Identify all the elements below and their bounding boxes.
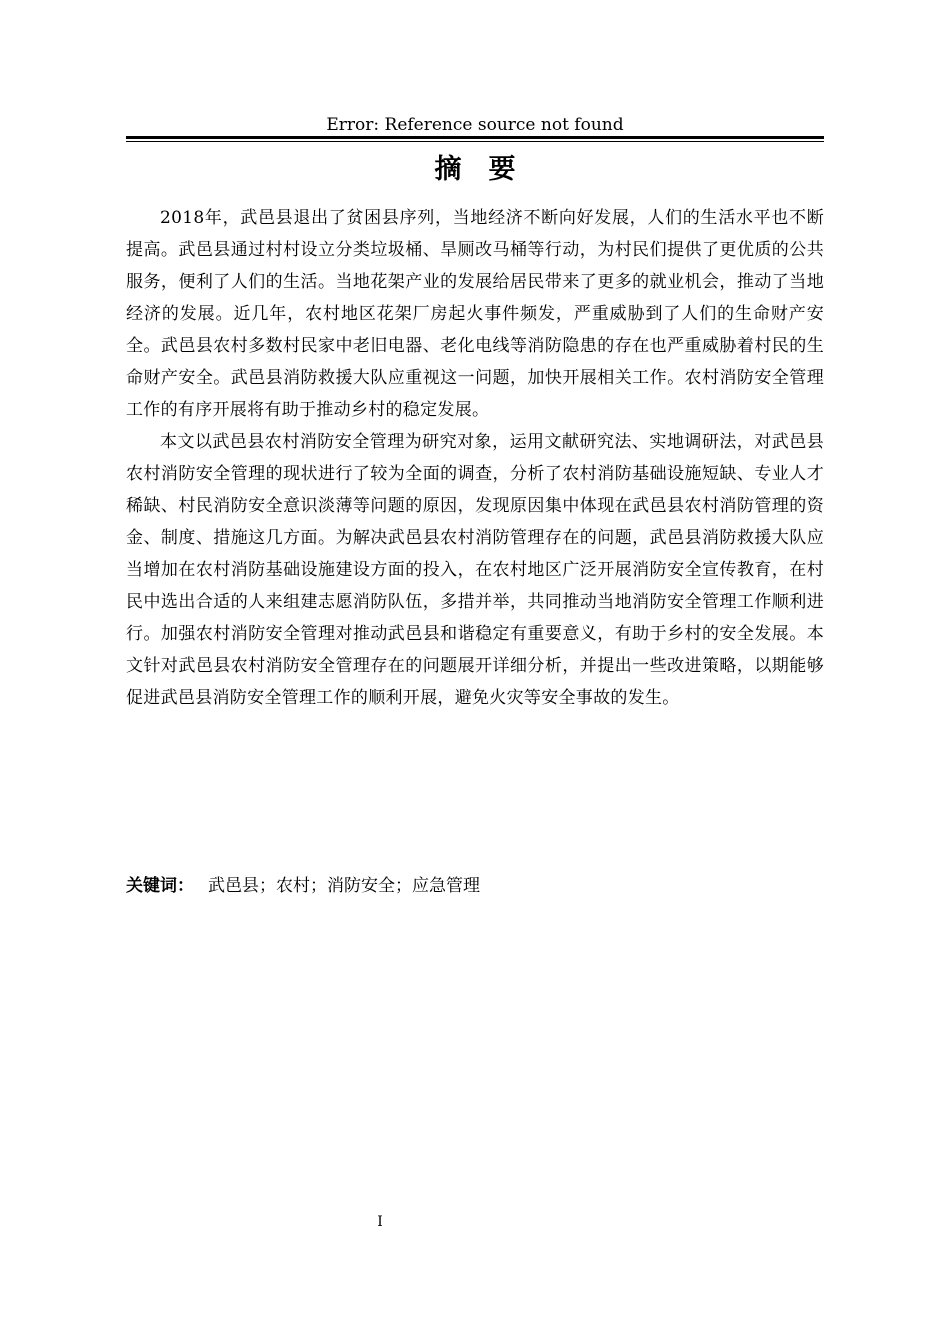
- keywords-values: 武邑县；农村；消防安全；应急管理: [208, 876, 480, 896]
- keywords-line: [126, 870, 824, 902]
- keywords-label: 关键词：: [126, 876, 194, 896]
- running-header: Error: Reference source not found: [326, 115, 624, 135]
- abstract-body: [126, 202, 824, 714]
- abstract-title: 摘 要: [434, 154, 516, 185]
- header-rule-thick: [126, 136, 824, 139]
- page-number: I: [377, 1214, 383, 1230]
- header-rule-thin: [126, 141, 824, 142]
- abstract-paragraph-1: 2018年，武邑县退出了贫困县序列，当地经济不断向好发展，人们的生活水平也不断提高。武邑县通过村村设立分类垃圾桶、旱厕改马桶等行动，为村民们提供了更优质的公共服务，便利了人们的生活。当地花架产业的发展给居民带来了更多的就业机会，推动了当地经济的发展。近几年，农村地区花架厂房起火事件频发，严重威胁到了人们的生命财产安全。武邑县农村多数村民家中老旧电器、老化电线等消防隐患的存在也严重威胁着村民的生命财产安全。武邑县消防救援大队应重视这一问题，加快开展相关工作。农村消防安全管理工作的有序开展将有助于推动乡村的稳定发展。: [126, 208, 824, 420]
- abstract-paragraph-2: 本文以武邑县农村消防安全管理为研究对象，运用文献研究法、实地调研法，对武邑县农村消防安全管理的现状进行了较为全面的调查，分析了农村消防基础设施短缺、专业人才稀缺、村民消防安全意识淡薄等问题的原因，发现原因集中体现在武邑县农村消防管理的资金、制度、措施这几方面。为解决武邑县农村消防管理存在的问题，武邑县消防救援大队应当增加在农村消防基础设施建设方面的投入，在农村地区广泛开展消防安全宣传教育，在村民中选出合适的人来组建志愿消防队伍，多措并举，共同推动当地消防安全管理工作顺利进行。加强农村消防安全管理对推动武邑县和谐稳定有重要意义，有助于乡村的安全发展。本文针对武邑县农村消防安全管理存在的问题展开详细分析，并提出一些改进策略，以期能够促进武邑县消防安全管理工作的顺利开展，避免火灾等安全事故的发生。: [126, 432, 824, 708]
